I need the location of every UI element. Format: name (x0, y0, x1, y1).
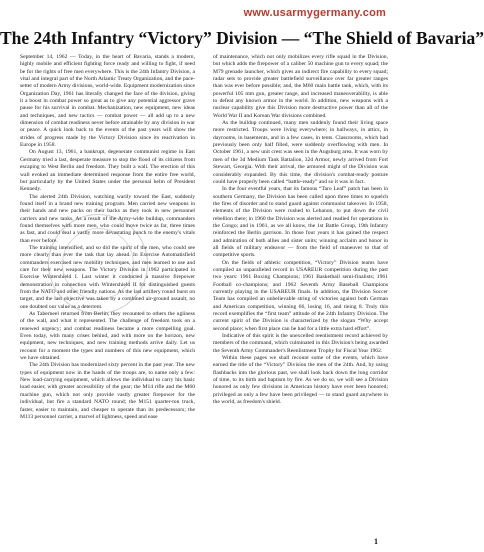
site-url: www.usarmygermany.com (243, 7, 386, 19)
paragraph: In the four eventful years, that its famous “Taro Leaf” patch has been in southern Germany, the Division has been called upon three times to squelch the fires of disorder and to stand guard against communist takeover. In 1958, elements of the Division were rushed to Lebanon, to put down the civil rebellion there; in 1960 the Division was alerted and readied for operations in the Congo; and in 1961, as we all know, the 1st Battle Group, 19th Infantry reinforced the Berlin garrison. In those four years it has gained the respect and admiration of both allies and sister units; winning acclaim and honor in all fields of military endeavor — from the field of maneuver to that of competitive sports. (213, 186, 388, 259)
paragraph: of maintenance, which not only mobilizes every rifle squad in the Division, but which adds the firepower of a caliber 50 machine gun to every squad; the M79 grenade launcher, which gives an indirect fire capability to every squad; radar sets to provide greater battlefield surveillance over far greater ranges than was ever before possible; and, the M60 main battle tank, which, with its powerful 105 mm gun, greater range, and increased maneuverability, is able to defeat any known armor in the world. In addition, new weapons with a nuclear capability give this Division more destructive power than all of the World War II and Korean War divisions combined. (213, 54, 388, 119)
paragraph: The 24th Division has modernized sixty percent in the past year. The new types of equipment now in the hands of the troops are, to name only a few: New load-carrying equipment, which allows the individual to carry his basic load easier, with greater accessibility of the gear; the M14 rifle and the M60 machine gun, which not only provide vastly greater firepower for the individual, but fire a standard NATO round; the M151 quarter-ton truck, faster, easier to maintain, and cheaper to operate than its predecessors; the M113 personnel carrier, a marvel of lightness, speed and ease (20, 362, 195, 420)
article-body (20, 54, 388, 538)
paragraph: September 14, 1962 — Today, in the heart of Bavaria, stands a modern, highly mobile and efficient fighting force ready and willing to fight, if need be for the rights of free men everywhere. This is the 24th Infantry Division, a vital and integral part of the North Atlantic Treaty Organization, and the pace-setter of modern Army divisions, world-wide. Equipment modernization since Organization Day, 1961 has literally changed the face of the division, giving it a boost in combat power so great as to give any potential aggressor grave pause for his survival in combat. Mechanization, new equipment, new ideas and techniques, and new tactics — combat power — all add up to a new dimension of combat readiness never before attainable by any division in war or peace. A quick look back to the events of the past years will show the strides of progress made by the Victory Division since its reactivation in Europe in 1958. (20, 54, 195, 149)
paragraph: The alerted 24th Division, watching warily toward the East, suddenly found itself in a brand new training program. Men carried new weapons in their hands and new packs on their backs as they took in new personnel carriers and new tanks. As a result of the Army-wide buildup, commanders found themselves with more men, who could move twice as far, three times as fast, and could deal a vastly more devastating punch to the enemy's vitals than ever before. (20, 193, 195, 244)
article-title: The 24th Infantry “Victory” Division — “The Shield of Bavaria” (0, 28, 484, 48)
paragraph: As the buildup continued, many men suddenly found their living space more restricted. Troops were living everywhere; in hallways, in attics, in dayrooms, in basements, and in a few cases, in tents. Classrooms, which had previously been only half filled, were suddenly overflowing with men. In October 1961, a new unit crest was seen in the Augsburg area. It was worn by men of the 3d Medium Tank Battalion, 32d Armor, newly arrived from Fort Stewart, Georgia. With their arrival, the armored might of the Division was considerably expanded. By this time, the division's combat-ready posture could have properly been called “battle-ready” and so it was in fact. (213, 120, 388, 185)
paragraph: On August 13, 1961, a bankrupt, degenerate communist regime in East Germany tried a last, desperate measure to stop the flood of its citizens from escaping to West Berlin and freedom. They built a wall. The erection of this wall evoked an immediate determined response from the entire free world, but particularly by the United States under the personal helm of President Kennedy. (20, 149, 195, 193)
paragraph: On the fields of athletic competition, “Victory” Division teams have compiled an unparalleled record in USAREUR competition during the past two years: 1961 Boxing Champions; 1961 Basketball semi-finalists; 1961 Football co-champions; and 1962 Seventh Army Baseball Champions currently playing in the USAREUR finals. In addition, the Division Soccer Team has compiled an unbelievable string of victories against both German and American competition, winning 66, losing 16, and tieing 8. Truly this record exemplifies the “first team” attitude of the 24th Infantry Division. The current spirit of the Division is characterized by the slogan “Why accept second place; when first place can be had for a little extra hard effort”. (213, 259, 388, 332)
left-column (20, 54, 195, 538)
paragraph: As Taberneel returned from Berlin, they recounted to others the ugliness of the wall, and what it represented. The challenge of freedom took on a renewed urgency; and combat readiness became a more compelling goal. Even today, with many crises behind, and with more on the horizon, new equipment, new techniques, and new training methods arrive daily. Let us recount for a moment the types and numbers of this new equipment, which we have obtained. (20, 311, 195, 362)
paragraph: Indicative of this spirit is the unexcelled reenlistment record achieved by members of the command, which culminated in this Division's being awarded the Seventh Army Commander's Reenlistment Trophy for Fiscal Year 1962. (213, 333, 388, 354)
paragraph: Within these pages we shall recount some of the events, which have earned the title of the “Victory” Division the men of the 24th. And, by using flashbacks into the glorious past, we shall look back down the long corridor of time, to its birth and baptism by fire. As we do so, we will see a Division honored as only few divisions in American history have ever been honored; privileged as only a few have been privileged — to stand guard anywhere in the world, as freedom's shield. (213, 355, 388, 406)
page-number: 1 (374, 537, 378, 546)
paragraph: The training intensified, and so did the spirit of the men, who could see more clearly than ever the task that lay ahead. In Exercise Automatisfield commanders exercised new mobility techniques, and men learned to use and care for their new weapons. The Victory Division in 1962 participated in Exercise Wintershield I. Last winter it conducted a massive firepower demonstration in connection with Wintershield II for distinguished guests from the NATO and other friendly nations. As the last artillery round burst on target, and the last objective was taken by a combined air-ground assault, no one doubted our value as a deterrent. (20, 244, 195, 310)
right-column (213, 54, 388, 538)
